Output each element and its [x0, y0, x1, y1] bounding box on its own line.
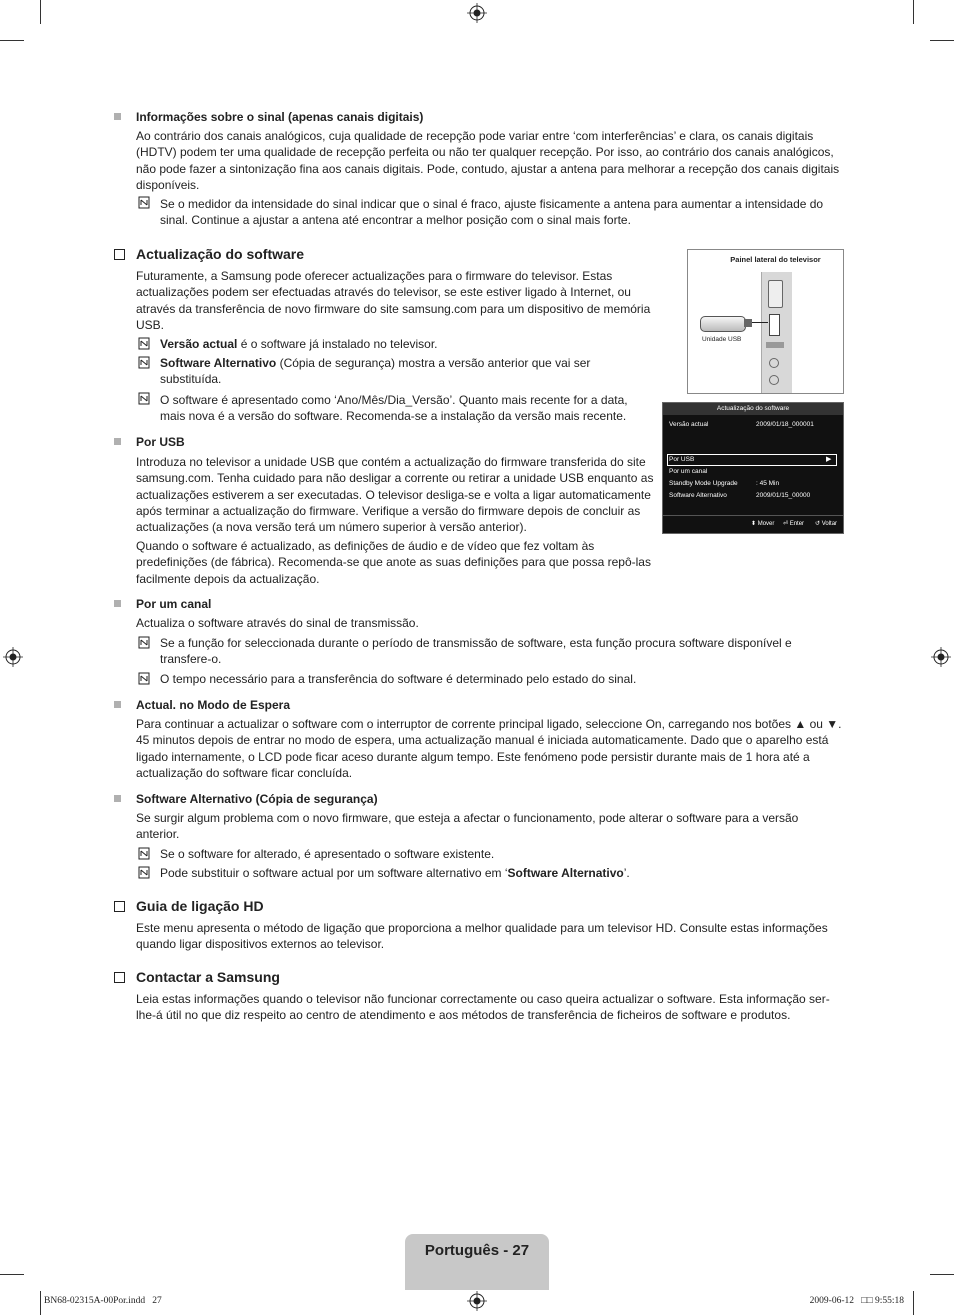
bullet-square-icon	[114, 795, 121, 802]
return-icon: ↺	[815, 521, 821, 527]
alternative-body: Se surgir algum problema com o novo firmware, que esteja a afectar o funcionamento, pode alterar o software para a versão anterior.	[136, 811, 799, 842]
hdmi-port-icon	[768, 280, 783, 308]
hd-guide-body: Este menu apresenta o método de ligação que proporciona a melhor qualidade para um televisor HD. Consulte estas informações quando ligar dispositivos externos ao televisor.	[136, 921, 828, 952]
alternative-note-2: Pode substituir o software actual por um software alternativo em ‘Software Alternativo’.	[160, 866, 630, 880]
channel-heading: Por um canal	[136, 597, 212, 611]
note-icon	[138, 847, 151, 860]
page-number: Português - 27	[424, 1242, 530, 1259]
osd-current-value: 2009/01/18_000001	[756, 421, 814, 428]
note-icon	[138, 392, 151, 405]
osd-standby-value: : 45 Min	[756, 480, 780, 487]
standby-body: Para continuar a actualizar o software com o interruptor de corrente principal ligado, seleccione On, carregando nos botões ▲ ou ▼. 45 minutos depois de entrar no modo de espera, uma actualização manual é iniciada automaticamente. Dado que o aparelho está ligado internamente, o LCD pode ficar aceso durante algum tempo. Este fenómeno pode persistir durante mais de 1 hora até a actualização do software ficar concluída.	[136, 717, 842, 780]
crop-mark	[40, 1291, 41, 1315]
osd-item-channel[interactable]: Por um canal	[669, 468, 708, 475]
contact-body: Leia estas informações quando o televisor não funcionar correctamente ou caso queira actualizar o software. Esta informação ser-lhe-á útil no que diz respeito ao centro de atendimento e aos métodos de transferência de ficheiros de software e produtos.	[136, 992, 830, 1023]
hd-guide-title: Guia de ligação HD	[136, 898, 264, 914]
note-icon	[138, 672, 151, 685]
crop-mark	[0, 40, 24, 41]
registration-mark-icon	[3, 647, 23, 667]
note-icon	[138, 196, 151, 209]
osd-current-label: Versão actual	[669, 421, 709, 428]
usb-body-1: Introduza no televisor a unidade USB que contém a actualização do firmware transferida do site samsung.com. Tenha cuidado para não desligar a corrente ou retirar a unidade USB enquanto as actualizações estiverem a ser executadas. O televisor desliga-se e volta a ligar automaticamente após terminar a actualização do firmware. Verifique a versão do firmware depois de concluir as actualizações (a nova versão terá um número superior à versão anterior).	[136, 455, 654, 535]
crop-mark	[913, 0, 914, 24]
osd-item-label: Por USB	[669, 456, 695, 463]
bullet-square-icon	[114, 438, 121, 445]
av-label-icon	[766, 342, 784, 348]
osd-footer-move: ⬍ Mover	[751, 521, 775, 527]
bullet-square-icon	[114, 113, 121, 120]
registration-mark-icon	[931, 647, 951, 667]
osd-divider	[663, 515, 843, 516]
crop-mark	[930, 40, 954, 41]
note-icon	[138, 356, 151, 369]
note-icon	[138, 636, 151, 649]
channel-body: Actualiza o software através do sinal de transmissão.	[136, 616, 419, 630]
osd-item-standby[interactable]: Standby Mode Upgrade	[669, 480, 738, 487]
enter-icon: ⏎	[783, 521, 789, 527]
signal-note: Se o medidor da intensidade do sinal indicar que o sinal é fraco, ajuste fisicamente a antena para aumentar a intensidade do sinal. Continue a ajustar a antena até encontrar a melhor posição com o sinal mais forte.	[160, 197, 824, 228]
section-checkbox-icon	[114, 972, 125, 983]
arrow-right-icon: ▶	[826, 456, 832, 463]
section-checkbox-icon	[114, 249, 125, 260]
tv-panel-strip	[761, 272, 792, 393]
osd-item-alternative[interactable]: Software Alternativo	[669, 492, 727, 499]
channel-note-1: Se a função for seleccionada durante o período de transmissão de software, esta função procura software disponível e transfere-o.	[160, 636, 792, 667]
video-jack-icon	[769, 375, 779, 385]
crop-mark	[913, 1291, 914, 1315]
standby-heading: Actual. no Modo de Espera	[136, 698, 291, 712]
alternative-note-1: Se o software for alterado, é apresentado o software existente.	[160, 847, 495, 861]
usb-drive-icon	[700, 316, 746, 332]
audio-jack-icon	[769, 358, 779, 368]
print-file-info: BN68-02315A-00Por.indd 27	[44, 1296, 162, 1306]
bullet-square-icon	[114, 600, 121, 607]
software-title: Actualização do software	[136, 246, 305, 262]
contact-title: Contactar a Samsung	[136, 969, 280, 985]
channel-note-2: O tempo necessário para a transferência do software é determinado pelo estado do sinal.	[160, 672, 637, 686]
usb-plug-icon	[744, 319, 752, 327]
usb-body-2: Quando o software é actualizado, as definições de áudio e de vídeo que fez voltam às predefinições (de fábrica). Recomenda-se que anote as suas definições para que possa repô-las facilmente depois da actualização.	[136, 539, 651, 586]
usb-heading: Por USB	[136, 435, 185, 449]
alternative-heading: Software Alternativo (Cópia de segurança)	[136, 792, 378, 806]
print-date-info: 2009-06-12 □□ 9:55:18	[809, 1296, 904, 1306]
usb-drive-label: Unidade USB	[702, 336, 742, 343]
note-icon	[138, 337, 151, 350]
bullet-square-icon	[114, 701, 121, 708]
crop-mark	[40, 0, 41, 24]
page-number-tab	[405, 1234, 549, 1290]
usb-port-icon	[769, 314, 780, 336]
registration-mark-icon	[467, 3, 487, 23]
connector-line	[752, 322, 768, 323]
osd-alternative-value: 2009/01/15_00000	[756, 492, 811, 499]
tv-side-panel-figure	[687, 249, 844, 394]
software-body: Futuramente, a Samsung pode oferecer actualizações para o firmware do televisor. Estas actualizações podem ser efectuadas através do televisor, se este estiver ligado à Internet, ou através da transferência de novo firmware do site samsung.com para um dispositivo de memória USB.	[136, 269, 651, 332]
crop-mark	[0, 1274, 24, 1275]
signal-heading: Informações sobre o sinal (apenas canais digitais)	[136, 110, 424, 124]
software-note-alternative: Software Alternativo (Cópia de segurança) mostra a versão anterior que vai ser substituída.	[160, 356, 591, 387]
osd-footer-enter: ⏎ Enter	[783, 521, 805, 527]
updown-icon: ⬍	[751, 521, 757, 527]
osd-footer-return: ↺ Voltar	[815, 521, 838, 527]
signal-body: Ao contrário dos canais analógicos, cuja qualidade de recepção pode variar entre ‘com interferências’ e clara, os canais digitais (HDTV) podem ter uma qualidade de recepção perfeita ou não ter qualquer recepção. Por isso, ao contrário dos canais analógicos, não pode fazer a sintonização fina aos canais digitais. Pode, contudo, ajustar a antena para melhorar a recepção dos canais digitais disponíveis.	[136, 129, 840, 192]
panel-label: Painel lateral do televisor	[730, 255, 821, 264]
software-note-version: O software é apresentado como ‘Ano/Mês/Dia_Versão’. Quanto mais recente for a data, mais nova é a versão do software. Recomenda-se a instalação da versão mais recente.	[160, 393, 628, 424]
note-icon	[138, 866, 151, 879]
registration-mark-icon	[467, 1291, 487, 1311]
crop-mark	[930, 1274, 954, 1275]
section-checkbox-icon	[114, 901, 125, 912]
osd-title: Actualização do software	[663, 403, 843, 415]
software-update-osd	[662, 402, 844, 534]
software-note-current: Versão actual é o software já instalado no televisor.	[160, 337, 438, 351]
